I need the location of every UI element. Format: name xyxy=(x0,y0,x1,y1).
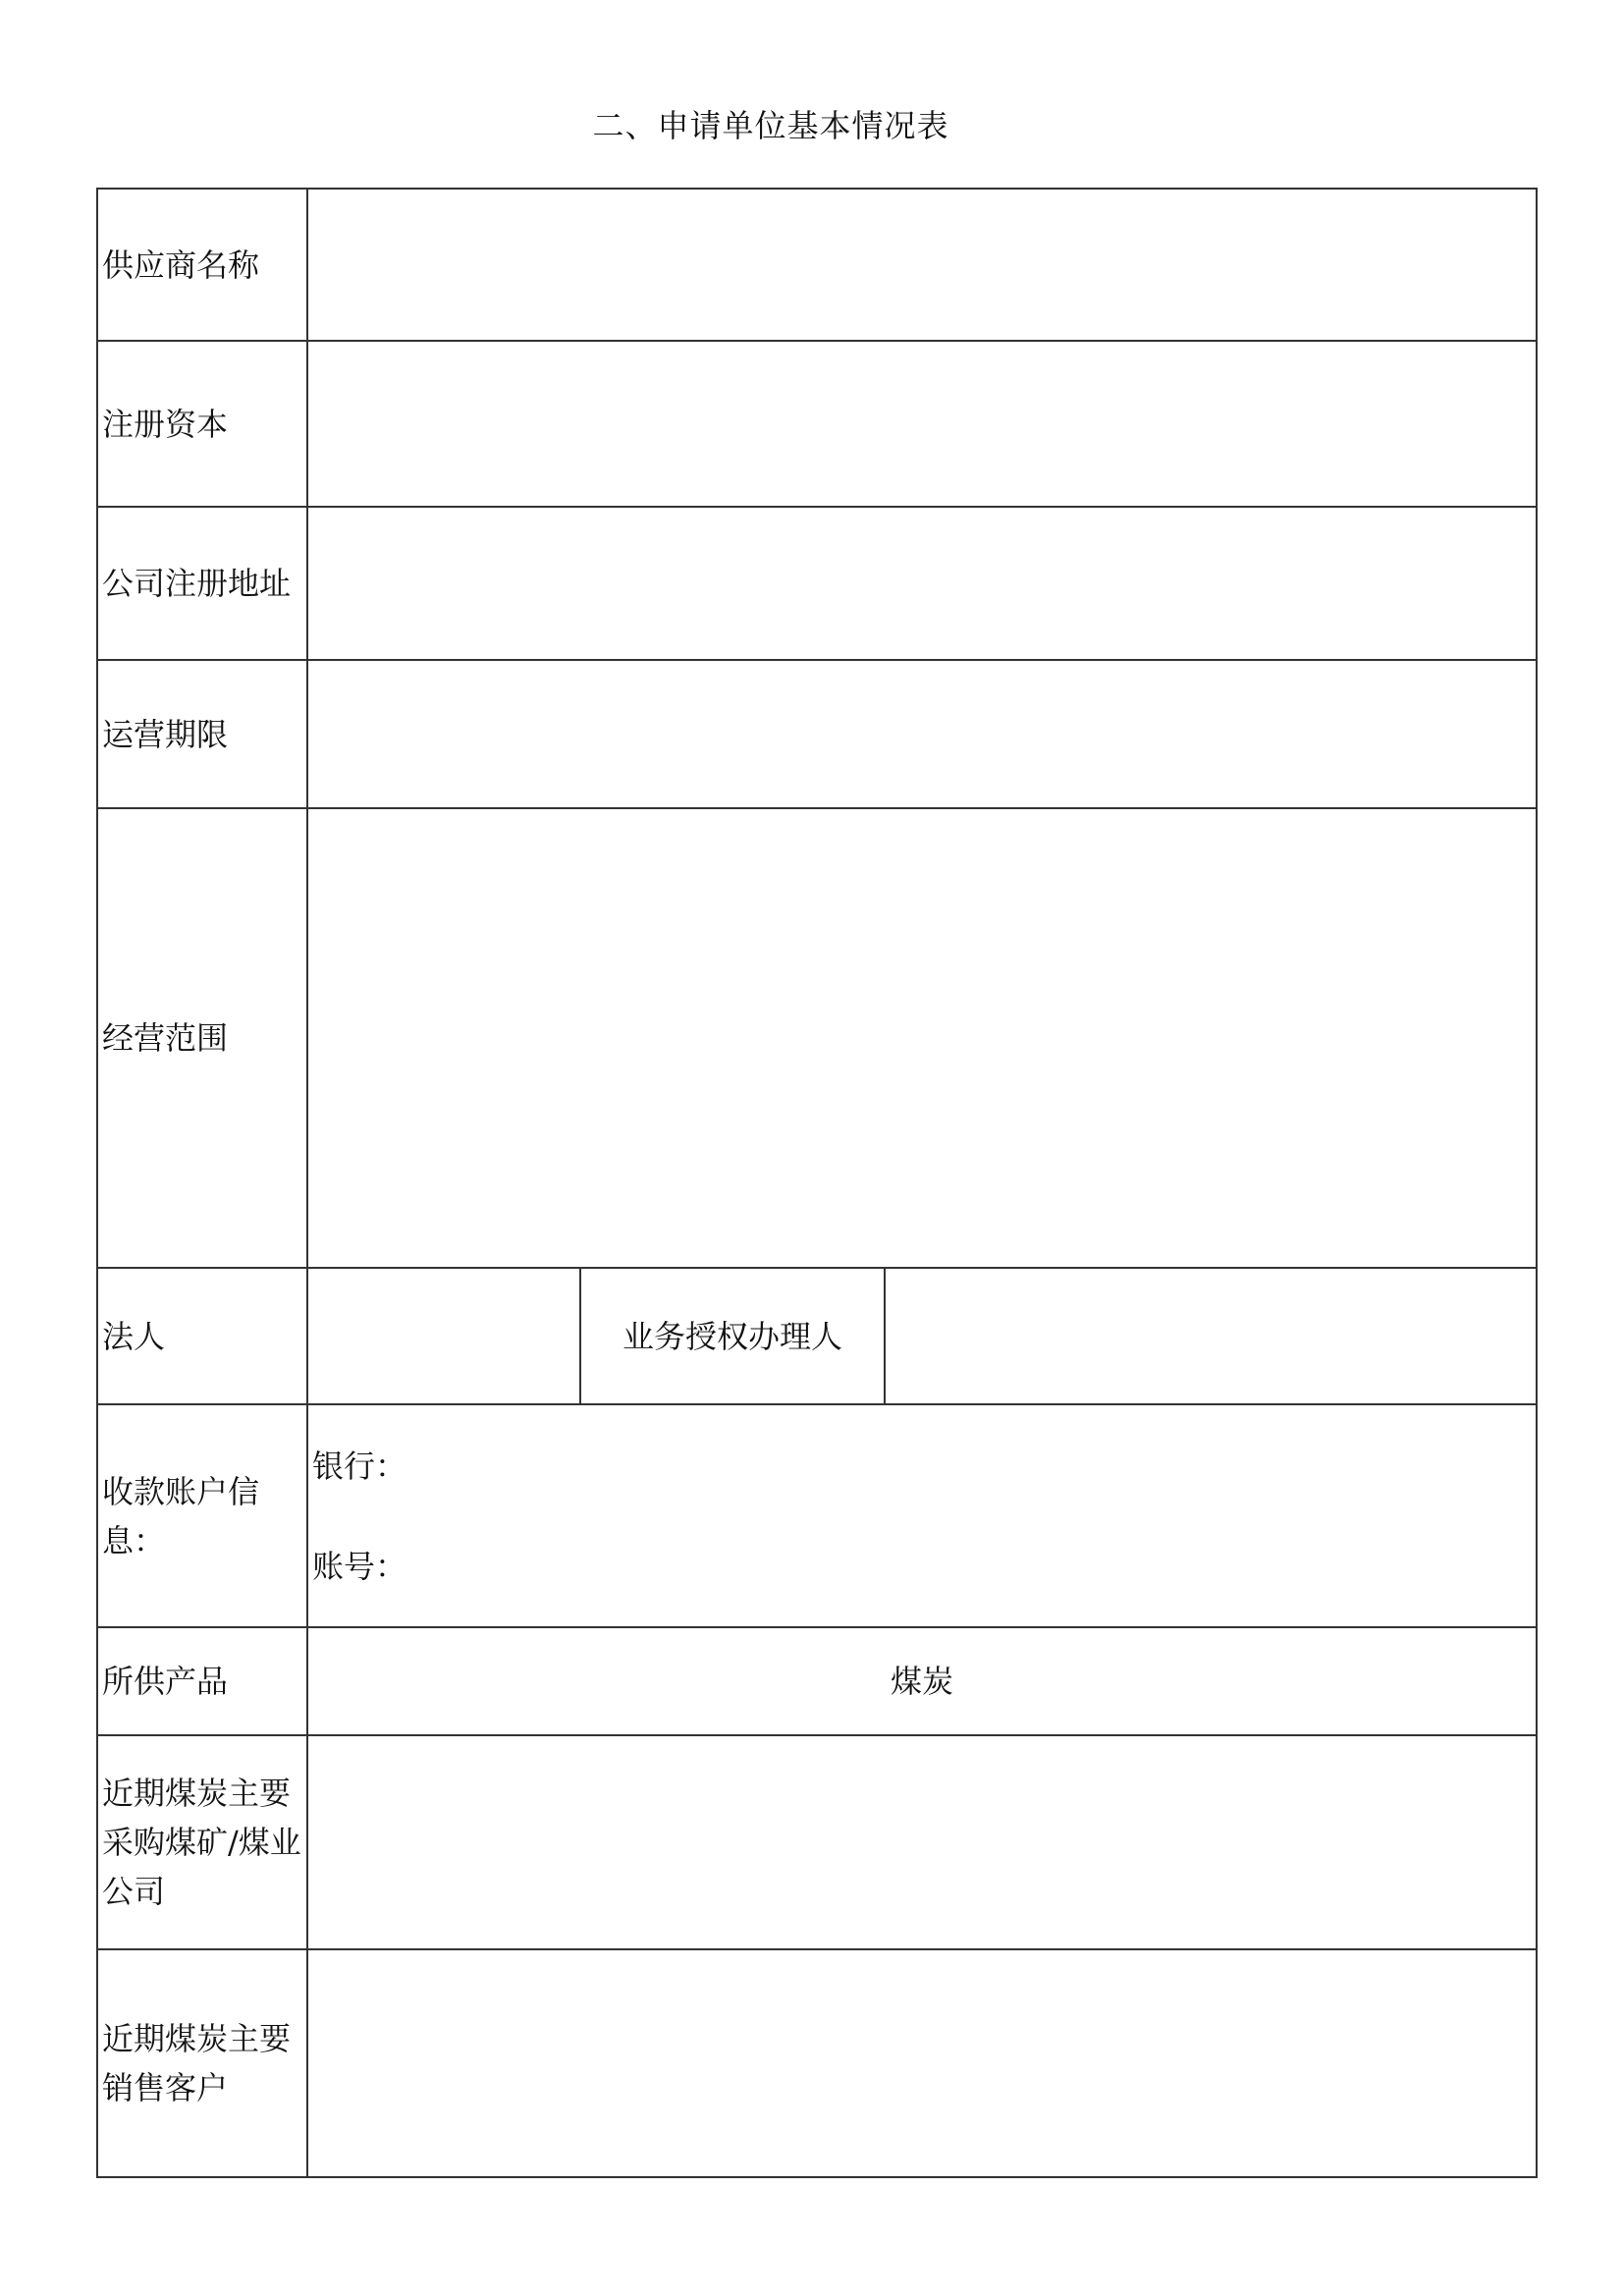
row-registered-address xyxy=(97,507,1537,660)
page-title: 二、申请单位基本情况表 xyxy=(592,107,949,144)
row-registered-capital xyxy=(97,341,1537,507)
account-info-field[interactable] xyxy=(307,1404,1537,1627)
row-legal-person xyxy=(97,1268,1537,1404)
registered-address-field[interactable] xyxy=(307,507,1537,660)
authorized-agent-label: 业务授权办理人 xyxy=(580,1268,885,1404)
legal-person-label: 法人 xyxy=(97,1268,307,1404)
registered-address-label: 公司注册地址 xyxy=(97,507,307,660)
row-products xyxy=(97,1627,1537,1735)
coal-suppliers-field[interactable] xyxy=(307,1735,1537,1949)
row-business-scope xyxy=(97,808,1537,1268)
row-account-info xyxy=(97,1404,1537,1627)
business-scope-field[interactable] xyxy=(307,808,1537,1268)
business-scope-label: 经营范围 xyxy=(97,808,307,1268)
authorized-agent-field[interactable] xyxy=(885,1268,1537,1404)
row-coal-customers xyxy=(97,1949,1537,2177)
products-label: 所供产品 xyxy=(97,1627,307,1735)
operating-period-label: 运营期限 xyxy=(97,660,307,808)
registered-capital-field[interactable] xyxy=(307,341,1537,507)
coal-customers-field[interactable] xyxy=(307,1949,1537,2177)
supplier-info-table xyxy=(96,188,1538,2178)
legal-person-field[interactable] xyxy=(307,1268,580,1404)
coal-suppliers-label: 近期煤炭主要采购煤矿/煤业公司 xyxy=(97,1735,307,1949)
account-info-label: 收款账户信息： xyxy=(97,1404,307,1627)
products-value: 煤炭 xyxy=(307,1627,1537,1735)
bank-label: 银行： xyxy=(312,1447,407,1485)
row-coal-suppliers xyxy=(97,1735,1537,1949)
supplier-name-field[interactable] xyxy=(307,189,1537,341)
row-operating-period xyxy=(97,660,1537,808)
operating-period-field[interactable] xyxy=(307,660,1537,808)
registered-capital-label: 注册资本 xyxy=(97,341,307,507)
coal-customers-label: 近期煤炭主要销售客户 xyxy=(97,1949,307,2177)
account-number-label: 账号： xyxy=(312,1547,407,1585)
supplier-name-label: 供应商名称 xyxy=(97,189,307,341)
row-supplier-name xyxy=(97,189,1537,341)
